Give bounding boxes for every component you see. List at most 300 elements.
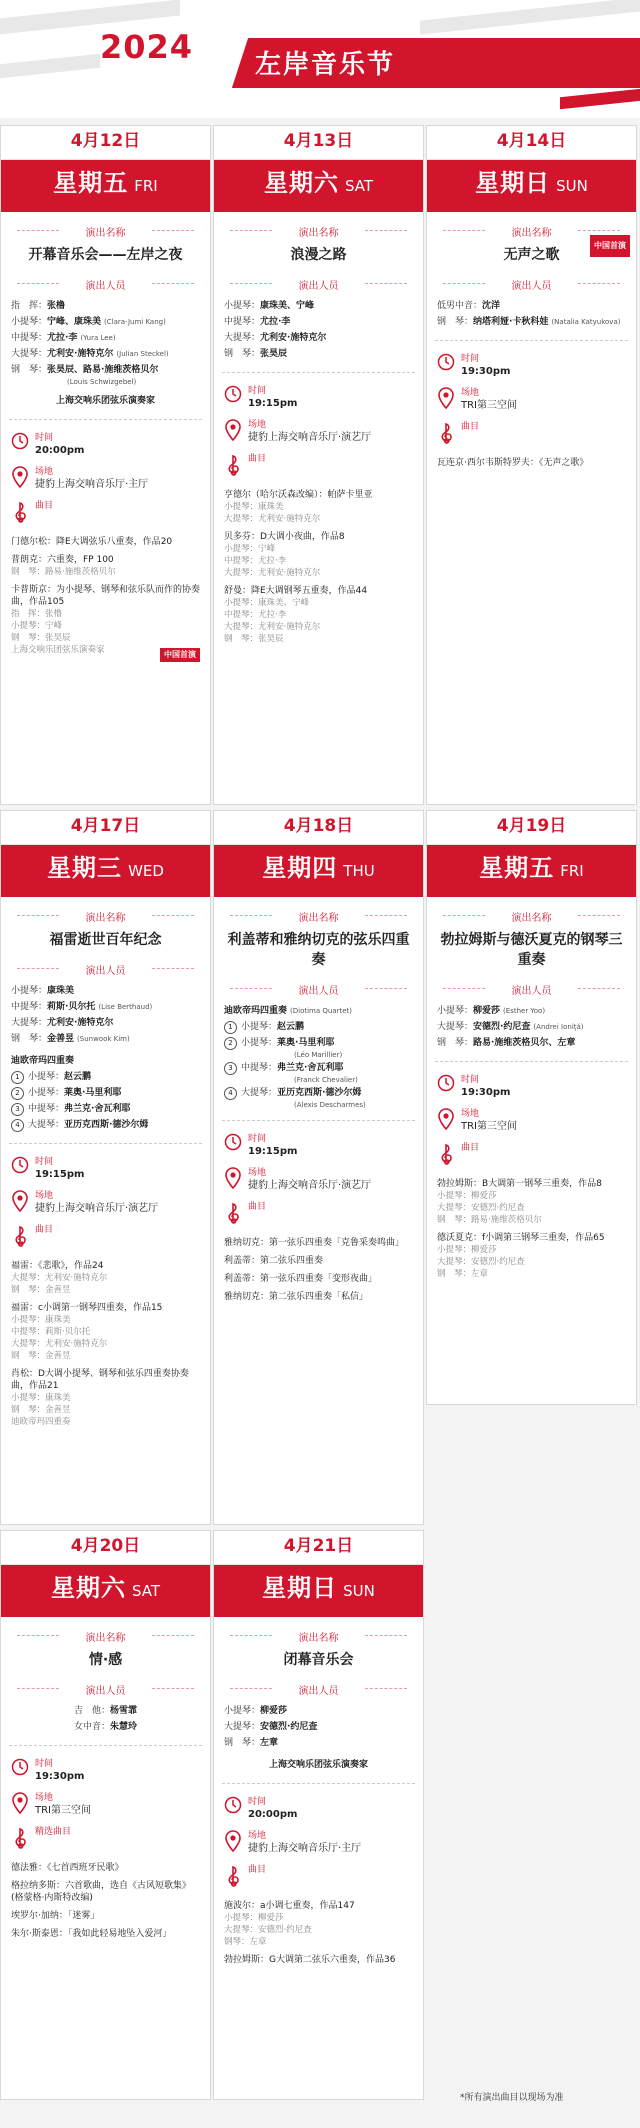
time-value: 19:15pm [35, 1169, 85, 1180]
weekday-cn: 星期四 [262, 854, 338, 882]
festival-header [0, 0, 640, 118]
venue-block [214, 417, 423, 451]
performer-name: 路易·施维茨格贝尔、左章 [473, 1038, 576, 1048]
premiere-badge: 中国首演 [590, 235, 630, 257]
venue-value: 捷豹上海交响音乐厅·主厅 [248, 1843, 362, 1854]
location-pin-icon [224, 1830, 244, 1854]
performer-role: 小提琴： [224, 301, 261, 311]
work-performer: 中提琴：莉斯·贝尔托 [11, 1327, 91, 1337]
divider [435, 1061, 628, 1062]
work-performer: 钢 琴：张昊辰 [11, 633, 71, 643]
program-item [224, 531, 413, 579]
performer-latin: (Julian Steckel) [116, 350, 169, 358]
venue-value: TRI第三空间 [461, 400, 518, 411]
performer-latin: (Lise Berthaud) [98, 1003, 153, 1011]
program-item [11, 1880, 200, 1904]
performer-row [224, 1719, 413, 1735]
performer-role: 指 挥： [11, 301, 48, 311]
performer-row [11, 362, 200, 387]
performer-name: 纳塔利娅·卡秋科娃 [473, 317, 549, 327]
program-heading-text [248, 1864, 266, 1876]
performer-list [214, 1003, 423, 1110]
program-item [11, 1928, 200, 1940]
decor-stripe [420, 0, 640, 35]
performer-name: 朱慧玲 [110, 1722, 138, 1732]
member-role: 大提琴： [241, 1088, 278, 1098]
program-item [437, 457, 626, 469]
quartet-latin: (Diotima Quartet) [290, 1007, 353, 1015]
clock-icon [11, 1156, 31, 1180]
weekday-en: SAT [131, 1582, 161, 1600]
label-show-name: 演出名称 [435, 909, 628, 924]
venue-text [248, 1830, 361, 1856]
time-text [248, 1133, 297, 1159]
work-performer: 大提琴：尤利安·施特克尔 [224, 514, 321, 524]
performer-list [1, 1703, 210, 1735]
program-heading-text [35, 500, 53, 512]
work-title: 门德尔松：降E大调弦乐八重奏，作品20 [11, 537, 173, 547]
member-name: 亚历克西斯·德沙尔姆 [277, 1088, 362, 1098]
performer-row [224, 314, 413, 330]
member-name: 弗兰克·舍瓦利耶 [64, 1104, 131, 1114]
venue-value: 捷豹上海交响音乐厅·演艺厅 [35, 1203, 159, 1214]
venue-block [1, 1790, 210, 1824]
performer-name: 张昊辰 [260, 349, 288, 359]
program-heading [214, 1862, 423, 1894]
program-heading [214, 1199, 423, 1231]
performer-name: 沈洋 [482, 301, 501, 311]
member-role: 中提琴： [28, 1104, 65, 1114]
program-label: 精选曲目 [35, 1827, 72, 1837]
venue-text [35, 1792, 91, 1818]
performer-row [11, 999, 200, 1015]
time-value: 19:30pm [461, 1087, 511, 1098]
work-performer: 小提琴：康珠美 [11, 1393, 71, 1403]
weekday-en: FRI [134, 177, 158, 195]
performer-name: 金善昱 [47, 1034, 75, 1044]
program-heading [427, 1140, 636, 1172]
quartet-member [11, 1101, 200, 1117]
quartet-member [224, 1019, 413, 1035]
program-list [214, 489, 423, 645]
venue-text [461, 1108, 517, 1134]
quartet-member [11, 1085, 200, 1101]
treble-clef-icon [11, 1224, 31, 1248]
time-label: 时间 [248, 1797, 267, 1807]
program-item [11, 584, 201, 659]
day-date: 4月21日 [214, 1531, 423, 1565]
performer-row [224, 1735, 413, 1751]
work-title: 贝多芬：D大调小夜曲，作品8 [224, 532, 345, 542]
work-title: 瓦连京·西尔韦斯特罗夫：《无声之歌》 [437, 458, 589, 468]
venue-text [35, 1190, 158, 1216]
work-title: 勃拉姆斯：G大调第二弦乐六重奏，作品36 [224, 1955, 396, 1965]
weekday-en: WED [128, 862, 164, 880]
program-item [224, 1273, 413, 1285]
program-item [11, 554, 200, 578]
performer-latin: (Andrei Ioniţă) [533, 1023, 584, 1031]
performer-name: 尤拉·李 [260, 317, 291, 327]
performer-row [224, 330, 413, 346]
location-pin-icon [11, 1792, 31, 1816]
program-list [1, 1260, 210, 1428]
work-title: 埃罗尔·加纳：「迷雾」 [11, 1911, 100, 1921]
weekday-en: SUN [556, 177, 588, 195]
work-performer: 大提琴：尤利安·施特克尔 [11, 1339, 108, 1349]
work-performer: 钢琴：左章 [224, 1937, 267, 1947]
performer-role: 中提琴： [11, 333, 48, 343]
performer-role: 大提琴： [11, 1018, 48, 1028]
time-text [248, 385, 297, 411]
performer-role: 钢 琴： [437, 317, 474, 327]
festival-title: 左岸音乐节 [255, 50, 396, 80]
performer-role: 大提琴： [11, 349, 48, 359]
work-title: 普朗克：六重奏，FP 100 [11, 555, 114, 565]
time-label: 时间 [35, 433, 54, 443]
time-block [1, 430, 210, 464]
work-performer: 大提琴：尤利安·施特克尔 [224, 622, 321, 632]
treble-clef-icon [11, 500, 31, 524]
performer-name: 杨雪霏 [110, 1706, 138, 1716]
work-performer: 钢 琴：金善昱 [11, 1405, 71, 1415]
time-block [1, 1756, 210, 1790]
treble-clef-icon [224, 1201, 244, 1225]
quartet-name: 迪欧帝玛四重奏 (Diotima Quartet) [224, 1006, 353, 1016]
program-heading [1, 498, 210, 530]
day-date: 4月13日 [214, 126, 423, 160]
location-pin-icon [11, 466, 31, 490]
member-name: 弗兰克·舍瓦利耶 [277, 1063, 344, 1073]
program-label: 曲目 [248, 1865, 267, 1875]
venue-value: 捷豹上海交响音乐厅·演艺厅 [248, 1180, 372, 1191]
day-date: 4月19日 [427, 811, 636, 845]
work-title: 福雷：c小调第一钢琴四重奏，作品15 [11, 1303, 163, 1313]
performer-row [437, 1003, 626, 1019]
day-date: 4月12日 [1, 126, 210, 160]
quartet-member [11, 1069, 200, 1085]
program-heading-text [35, 1826, 71, 1838]
performer-role: 钢 琴： [437, 1038, 474, 1048]
show-title: 浪漫之路 [290, 247, 347, 263]
program-heading-text [461, 421, 479, 433]
day-date: 4月17日 [1, 811, 210, 845]
member-number: 4 [11, 1119, 24, 1132]
work-performer: 大提琴：尤利安·施特克尔 [224, 568, 321, 578]
member-name: 赵云鹏 [64, 1072, 92, 1082]
divider [9, 1745, 202, 1746]
weekday-bar [427, 160, 636, 212]
performer-role: 钢 琴： [224, 349, 261, 359]
work-performer: 钢 琴：张昊辰 [224, 634, 284, 644]
time-value: 19:30pm [461, 366, 511, 377]
program-item [224, 489, 413, 525]
venue-label: 场地 [35, 467, 54, 477]
decor-stripe [560, 87, 640, 110]
work-title: 利盖蒂：第二弦乐四重奏 [224, 1256, 324, 1266]
show-title: 利盖蒂和雅纳切克的弦乐四重奏 [227, 932, 410, 968]
clock-icon [11, 1758, 31, 1782]
venue-value: TRI第三空间 [35, 1805, 92, 1816]
work-title: 雅纳切克：第二弦乐四重奏「私信」 [224, 1292, 369, 1302]
show-title: 勃拉姆斯与德沃夏克的钢琴三重奏 [440, 932, 623, 968]
work-performer: 中提琴：尤拉·李 [224, 610, 287, 620]
time-block [1, 1154, 210, 1188]
label-show-name: 演出名称 [9, 1629, 202, 1644]
performer-role: 中提琴： [224, 317, 261, 327]
performer-row [437, 298, 626, 314]
program-heading [427, 419, 636, 451]
venue-text [248, 419, 371, 445]
program-item [11, 536, 200, 548]
time-text [35, 1758, 84, 1784]
clock-icon [437, 1074, 457, 1098]
work-performer: 钢 琴：金善昱 [11, 1351, 71, 1361]
treble-clef-icon [437, 421, 457, 445]
time-text [35, 1156, 84, 1182]
day-card [213, 125, 424, 805]
performer-role: 小提琴： [224, 1706, 261, 1716]
member-role: 小提琴： [241, 1022, 278, 1032]
location-pin-icon [224, 1167, 244, 1191]
performer-list [214, 1703, 423, 1773]
show-title: 福雷逝世百年纪念 [49, 932, 162, 948]
member-role: 小提琴： [241, 1038, 278, 1048]
venue-label: 场地 [461, 1109, 480, 1119]
treble-clef-icon [224, 1864, 244, 1888]
show-title: 无声之歌 中国首演 [427, 245, 636, 265]
weekday-en: SUN [343, 1582, 375, 1600]
performer-name: 康珠美、宁峰 [260, 301, 315, 311]
work-title: 德沃夏克：f小调第三钢琴三重奏，作品65 [437, 1233, 605, 1243]
performer-row [11, 1015, 200, 1031]
performer-row [224, 298, 413, 314]
work-performer: 钢 琴：路易·施维茨格贝尔 [11, 567, 116, 577]
treble-clef-icon [11, 1826, 31, 1850]
label-performers: 演出人员 [222, 1682, 415, 1697]
label-performers: 演出人员 [222, 982, 415, 997]
day-date: 4月20日 [1, 1531, 210, 1565]
time-label: 时间 [35, 1759, 54, 1769]
performer-name: 左章 [260, 1738, 279, 1748]
weekday-bar [1, 160, 210, 212]
weekday-en: SAT [344, 177, 374, 195]
performer-row [11, 314, 200, 330]
work-title: 勃拉姆斯：B大调第一钢琴三重奏，作品8 [437, 1179, 602, 1189]
performer-row [437, 1019, 626, 1035]
time-text [461, 353, 510, 379]
time-block [214, 1131, 423, 1165]
show-title: 情·感 [88, 1652, 123, 1668]
label-show-name: 演出名称 [222, 909, 415, 924]
performer-role: 钢 琴： [11, 365, 48, 375]
member-number: 1 [11, 1071, 24, 1084]
weekday-cn: 星期日 [262, 1574, 338, 1602]
member-name: 莱奥·马里利耶 [64, 1088, 122, 1098]
day-card [0, 810, 211, 1525]
day-card [426, 810, 637, 1405]
member-number: 2 [224, 1037, 237, 1050]
day-date: 4月14日 [427, 126, 636, 160]
performer-list [427, 298, 636, 330]
performer-name: 安德烈·约尼查 [260, 1722, 318, 1732]
divider [222, 372, 415, 373]
decor-stripe [0, 54, 100, 81]
clock-icon [224, 385, 244, 409]
performer-row [11, 330, 200, 346]
work-performer: 小提琴：康珠美 [224, 502, 284, 512]
work-performer: 钢 琴：金善昱 [11, 1285, 71, 1295]
performer-role: 小提琴： [437, 1006, 474, 1016]
divider [435, 340, 628, 341]
performer-list [427, 1003, 636, 1051]
label-performers: 演出人员 [435, 982, 628, 997]
weekday-bar [214, 160, 423, 212]
performer-row [11, 1703, 200, 1719]
time-label: 时间 [248, 1134, 267, 1144]
divider [222, 1783, 415, 1784]
member-role: 小提琴： [28, 1072, 65, 1082]
location-pin-icon [437, 387, 457, 411]
program-label: 曲目 [461, 422, 480, 432]
program-item [224, 1900, 413, 1948]
venue-block [427, 385, 636, 419]
venue-value: TRI第三空间 [461, 1121, 518, 1132]
quartet-member [224, 1035, 413, 1060]
work-performer: 大提琴：安德烈·约尼查 [437, 1203, 525, 1213]
performer-name: 尤利安·施特克尔 [260, 333, 327, 343]
program-item [11, 1862, 200, 1874]
weekday-cn: 星期五 [53, 169, 129, 197]
performer-role: 女中音： [73, 1722, 110, 1732]
program-list [1, 536, 210, 659]
work-performer: 小提琴：柳爱莎 [437, 1245, 497, 1255]
program-item [11, 1910, 200, 1922]
time-label: 时间 [35, 1157, 54, 1167]
quartet-member [224, 1085, 413, 1110]
time-block [427, 351, 636, 385]
venue-label: 场地 [35, 1793, 54, 1803]
member-latin: (Léo Marillier) [294, 1051, 343, 1059]
treble-clef-icon [224, 453, 244, 477]
program-item [437, 1178, 626, 1226]
show-title: 开幕音乐会——左岸之夜 [28, 247, 183, 263]
venue-text [461, 387, 517, 413]
member-number: 2 [11, 1087, 24, 1100]
performer-role: 大提琴： [224, 1722, 261, 1732]
time-block [214, 1794, 423, 1828]
program-label: 曲目 [35, 1225, 54, 1235]
performer-list [1, 983, 210, 1133]
label-show-name: 演出名称 [9, 224, 202, 239]
time-label: 时间 [248, 386, 267, 396]
member-latin: (Franck Chevalier) [294, 1076, 358, 1084]
time-value: 19:15pm [248, 1146, 298, 1157]
program-heading [1, 1222, 210, 1254]
member-number: 3 [11, 1103, 24, 1116]
footnote: *所有演出曲目以现场为准 [460, 2093, 564, 2103]
work-performer: 小提琴：康珠美、宁峰 [224, 598, 310, 608]
venue-label: 场地 [248, 1168, 267, 1178]
ensemble-name: 上海交响乐团弦乐演奏家 [55, 396, 155, 406]
program-item [224, 585, 413, 645]
member-number: 4 [224, 1087, 237, 1100]
time-text [248, 1796, 297, 1822]
performer-list [214, 298, 423, 362]
work-title: 舒曼：降E大调钢琴五重奏，作品44 [224, 586, 368, 596]
weekday-cn: 星期三 [47, 854, 123, 882]
performer-role: 低男中音： [437, 301, 483, 311]
performer-name: 莉斯·贝尔托 [47, 1002, 96, 1012]
weekday-bar [214, 845, 423, 897]
time-value: 20:00pm [35, 445, 85, 456]
time-value: 20:00pm [248, 1809, 298, 1820]
weekday-cn: 星期五 [479, 854, 555, 882]
program-label: 曲目 [248, 1202, 267, 1212]
clock-icon [11, 432, 31, 456]
performer-row [11, 1031, 200, 1047]
divider [9, 419, 202, 420]
performer-list [1, 298, 210, 409]
location-pin-icon [224, 419, 244, 443]
program-heading-text [461, 1142, 479, 1154]
member-name: 莱奥·马里利耶 [277, 1038, 335, 1048]
program-list [214, 1900, 423, 1966]
program-list [427, 457, 636, 469]
member-number: 3 [224, 1062, 237, 1075]
member-number: 1 [224, 1021, 237, 1034]
work-performer: 指 挥：张橹 [11, 609, 63, 619]
weekday-bar [1, 1565, 210, 1617]
label-performers: 演出人员 [9, 277, 202, 292]
venue-label: 场地 [248, 1831, 267, 1841]
venue-block [214, 1165, 423, 1199]
venue-label: 场地 [248, 420, 267, 430]
work-title: 肖松：D大调小提琴、钢琴和弦乐四重奏协奏曲，作品21 [11, 1369, 189, 1391]
performer-latin: (Louis Schwizgebel) [67, 378, 137, 386]
work-title: 亨德尔（哈尔沃森改编）：帕萨卡里亚 [224, 490, 373, 500]
program-heading-text [35, 1224, 53, 1236]
divider [9, 1143, 202, 1144]
treble-clef-icon [437, 1142, 457, 1166]
program-item [11, 1260, 200, 1296]
program-item [224, 1255, 413, 1267]
work-performer: 钢 琴：路易·施维茨格贝尔 [437, 1215, 542, 1225]
time-text [461, 1074, 510, 1100]
performer-name: 尤利安·施特克尔 [47, 349, 114, 359]
work-title: 施波尔：a小调七重奏，作品147 [224, 1901, 355, 1911]
performer-name: 安德烈·约尼查 [473, 1022, 531, 1032]
work-performer: 大提琴：尤利安·施特克尔 [11, 1273, 108, 1283]
time-label: 时间 [461, 1075, 480, 1085]
clock-icon [224, 1133, 244, 1157]
program-heading [214, 451, 423, 483]
program-list [427, 1178, 636, 1280]
performer-latin: (Natalia Katyukova) [551, 318, 621, 326]
clock-icon [224, 1796, 244, 1820]
day-card [213, 1530, 424, 2100]
work-title: 雅纳切克：第一弦乐四重奏「克鲁采奏鸣曲」 [224, 1238, 405, 1248]
location-pin-icon [437, 1108, 457, 1132]
performer-name: 尤拉·李 [47, 333, 78, 343]
label-performers: 演出人员 [222, 277, 415, 292]
member-role: 中提琴： [241, 1063, 278, 1073]
day-date: 4月18日 [214, 811, 423, 845]
work-title: 利盖蒂：第一弦乐四重奏「变形夜曲」 [224, 1274, 378, 1284]
festival-year: 2024 [100, 28, 194, 66]
performer-row [224, 346, 413, 362]
venue-value: 捷豹上海交响音乐厅·主厅 [35, 479, 149, 490]
work-title: 朱尔·斯泰恩：「我如此轻易地坠入爱河」 [11, 1929, 172, 1939]
